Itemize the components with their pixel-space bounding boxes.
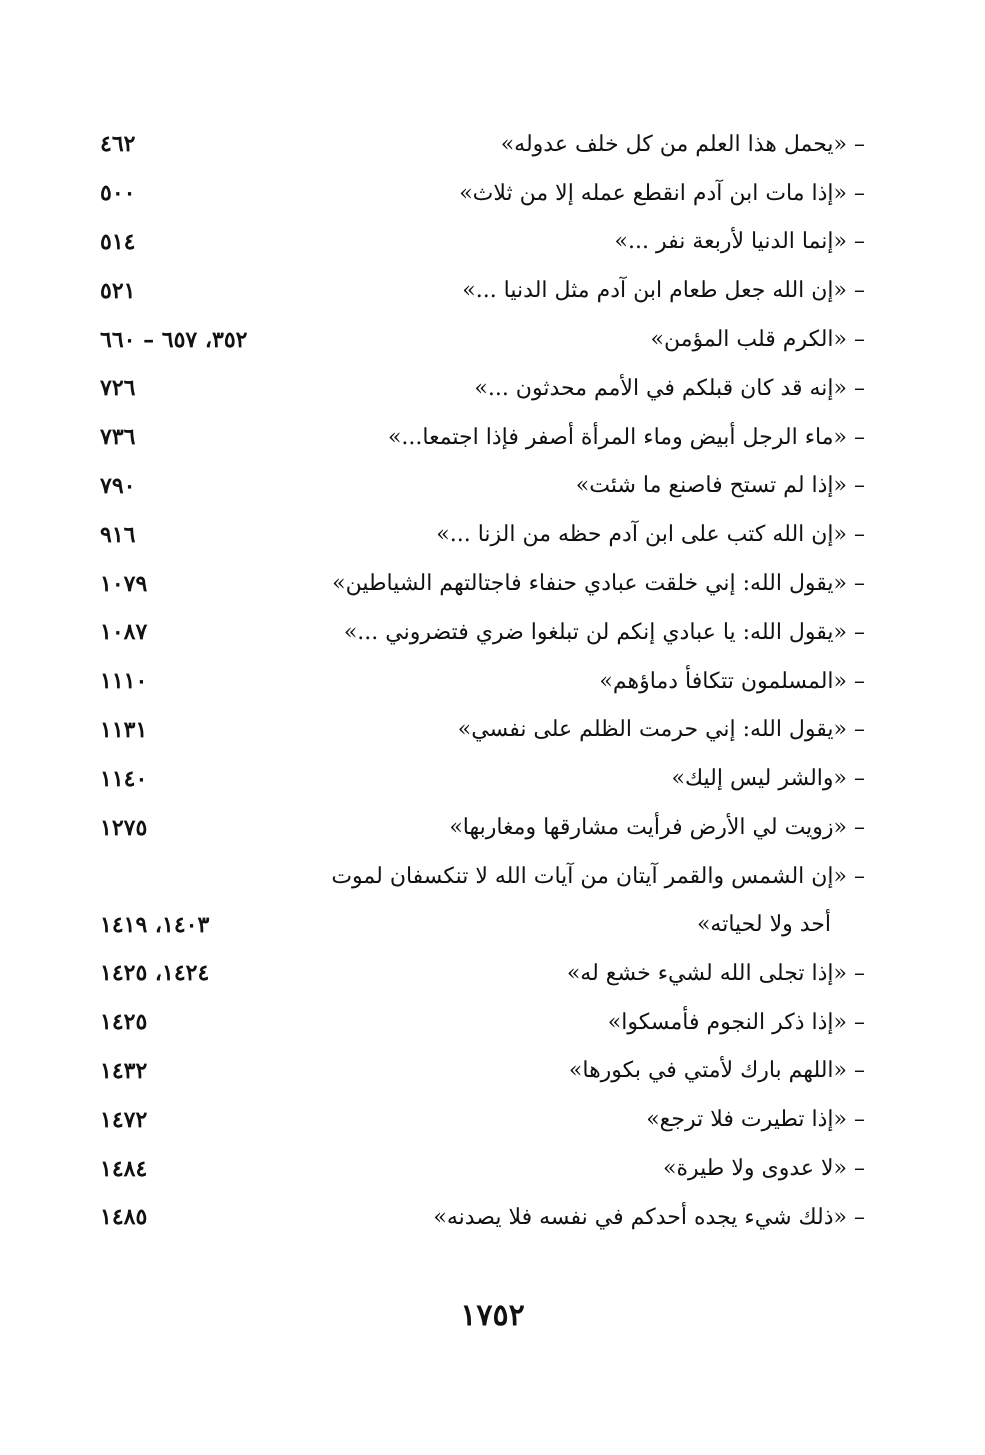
hadith-text: – «إذا مات ابن آدم انقطع عمله إلا من ثلاث» (459, 180, 865, 206)
page-refs: ٧٢٦ (100, 375, 136, 402)
hadith-text: – «والشر ليس إليك» (671, 766, 865, 792)
hadith-text: – «يقول الله: يا عبادي إنكم لن تبلغوا ضري فتضروني ...» (343, 619, 865, 645)
hadith-text: – «إن الله جعل طعام ابن آدم مثل الدنيا ...» (462, 278, 865, 304)
list-item-multiline (100, 852, 865, 949)
list-item (100, 169, 865, 218)
hadith-text: – «اللهم بارك لأمتي في بكورها» (568, 1058, 865, 1084)
list-item (100, 608, 865, 657)
hadith-text: – «زويت لي الأرض فرأيت مشارقها ومغاربها» (449, 815, 865, 841)
hadith-text: – «الكرم قلب المؤمن» (650, 327, 865, 353)
hadith-text: – «يقول الله: إني حرمت الظلم على نفسي» (457, 717, 865, 743)
page-refs: ١٤٣٢ (100, 1057, 148, 1084)
hadith-text-line-2: أحد ولا لحياته» (696, 912, 831, 938)
hadith-text-line-1: – «إن الشمس والقمر آيتان من آيات الله لا تنكسفان لموت (331, 863, 865, 889)
page-refs: ١٤٢٤، ١٤٢٥ (100, 960, 210, 987)
hadith-text: – «المسلمون تتكافأ دماؤهم» (599, 668, 865, 694)
page-refs: ٥١٤ (100, 228, 136, 255)
list-item (100, 364, 865, 413)
list-item (100, 706, 865, 755)
page-refs: ٩١٦ (100, 521, 136, 548)
hadith-text: – «ماء الرجل أبيض وماء المرأة أصفر فإذا اجتمعا...» (387, 424, 865, 450)
hadith-text: – «إذا تجلى الله لشيء خشع له» (566, 960, 865, 986)
hadith-index-list (100, 120, 865, 1242)
list-item (100, 657, 865, 706)
page-refs: ١٠٨٧ (100, 619, 148, 646)
page-refs: ٥٠٠ (100, 180, 136, 207)
hadith-text: – «إذا ذكر النجوم فأمسكوا» (607, 1009, 865, 1035)
page-refs: ٣٥٢، ٦٥٧ – ٦٦٠ (100, 326, 248, 353)
page-number: ١٧٥٢ (460, 1298, 525, 1333)
hadith-text: – «يقول الله: إني خلقت عبادي حنفاء فاجتالتهم الشياطين» (332, 571, 865, 597)
list-item (100, 998, 865, 1047)
hadith-text: – «إنه قد كان قبلكم في الأمم محدثون ...» (474, 375, 865, 401)
list-item (100, 266, 865, 315)
page-refs: ١٤٨٥ (100, 1204, 148, 1231)
page-refs: ١١٣١ (100, 716, 148, 743)
list-item (100, 1047, 865, 1096)
page-refs: ٧٣٦ (100, 424, 136, 451)
list-item (100, 1095, 865, 1144)
page-refs: ١١٤٠ (100, 765, 148, 792)
list-item (100, 462, 865, 511)
page-refs: ٥٢١ (100, 277, 136, 304)
list-item (100, 120, 865, 169)
page-refs: ١٠٧٩ (100, 570, 148, 597)
page-refs: ١٤٨٤ (100, 1155, 148, 1182)
list-item (100, 315, 865, 364)
hadith-text: – «إنما الدنيا لأربعة نفر ...» (614, 229, 865, 255)
list-item (100, 1144, 865, 1193)
list-item (100, 1193, 865, 1242)
page-refs: ١١١٠ (100, 668, 148, 695)
page-refs: ١٤٧٢ (100, 1106, 148, 1133)
hadith-text: – «إذا تطيرت فلا ترجع» (646, 1107, 865, 1133)
hadith-text: – «ذلك شيء يجده أحدكم في نفسه فلا يصدنه» (433, 1204, 865, 1230)
list-item (100, 559, 865, 608)
list-item (100, 413, 865, 462)
page-refs: ٤٦٢ (100, 131, 136, 158)
list-item (100, 218, 865, 267)
hadith-text: – «لا عدوى ولا طيرة» (663, 1156, 865, 1182)
list-item (100, 803, 865, 852)
list-item (100, 949, 865, 998)
hadith-text: – «إذا لم تستح فاصنع ما شئت» (575, 473, 865, 499)
page-refs: ١٤٠٣، ١٤١٩ (100, 911, 210, 938)
hadith-text: – «يحمل هذا العلم من كل خلف عدوله» (500, 131, 865, 157)
hadith-text: – «إن الله كتب على ابن آدم حظه من الزنا ...» (436, 522, 865, 548)
page-refs: ١٢٧٥ (100, 814, 148, 841)
page-refs: ٧٩٠ (100, 472, 136, 499)
list-item (100, 510, 865, 559)
list-item (100, 754, 865, 803)
page-refs: ١٤٢٥ (100, 1009, 148, 1036)
